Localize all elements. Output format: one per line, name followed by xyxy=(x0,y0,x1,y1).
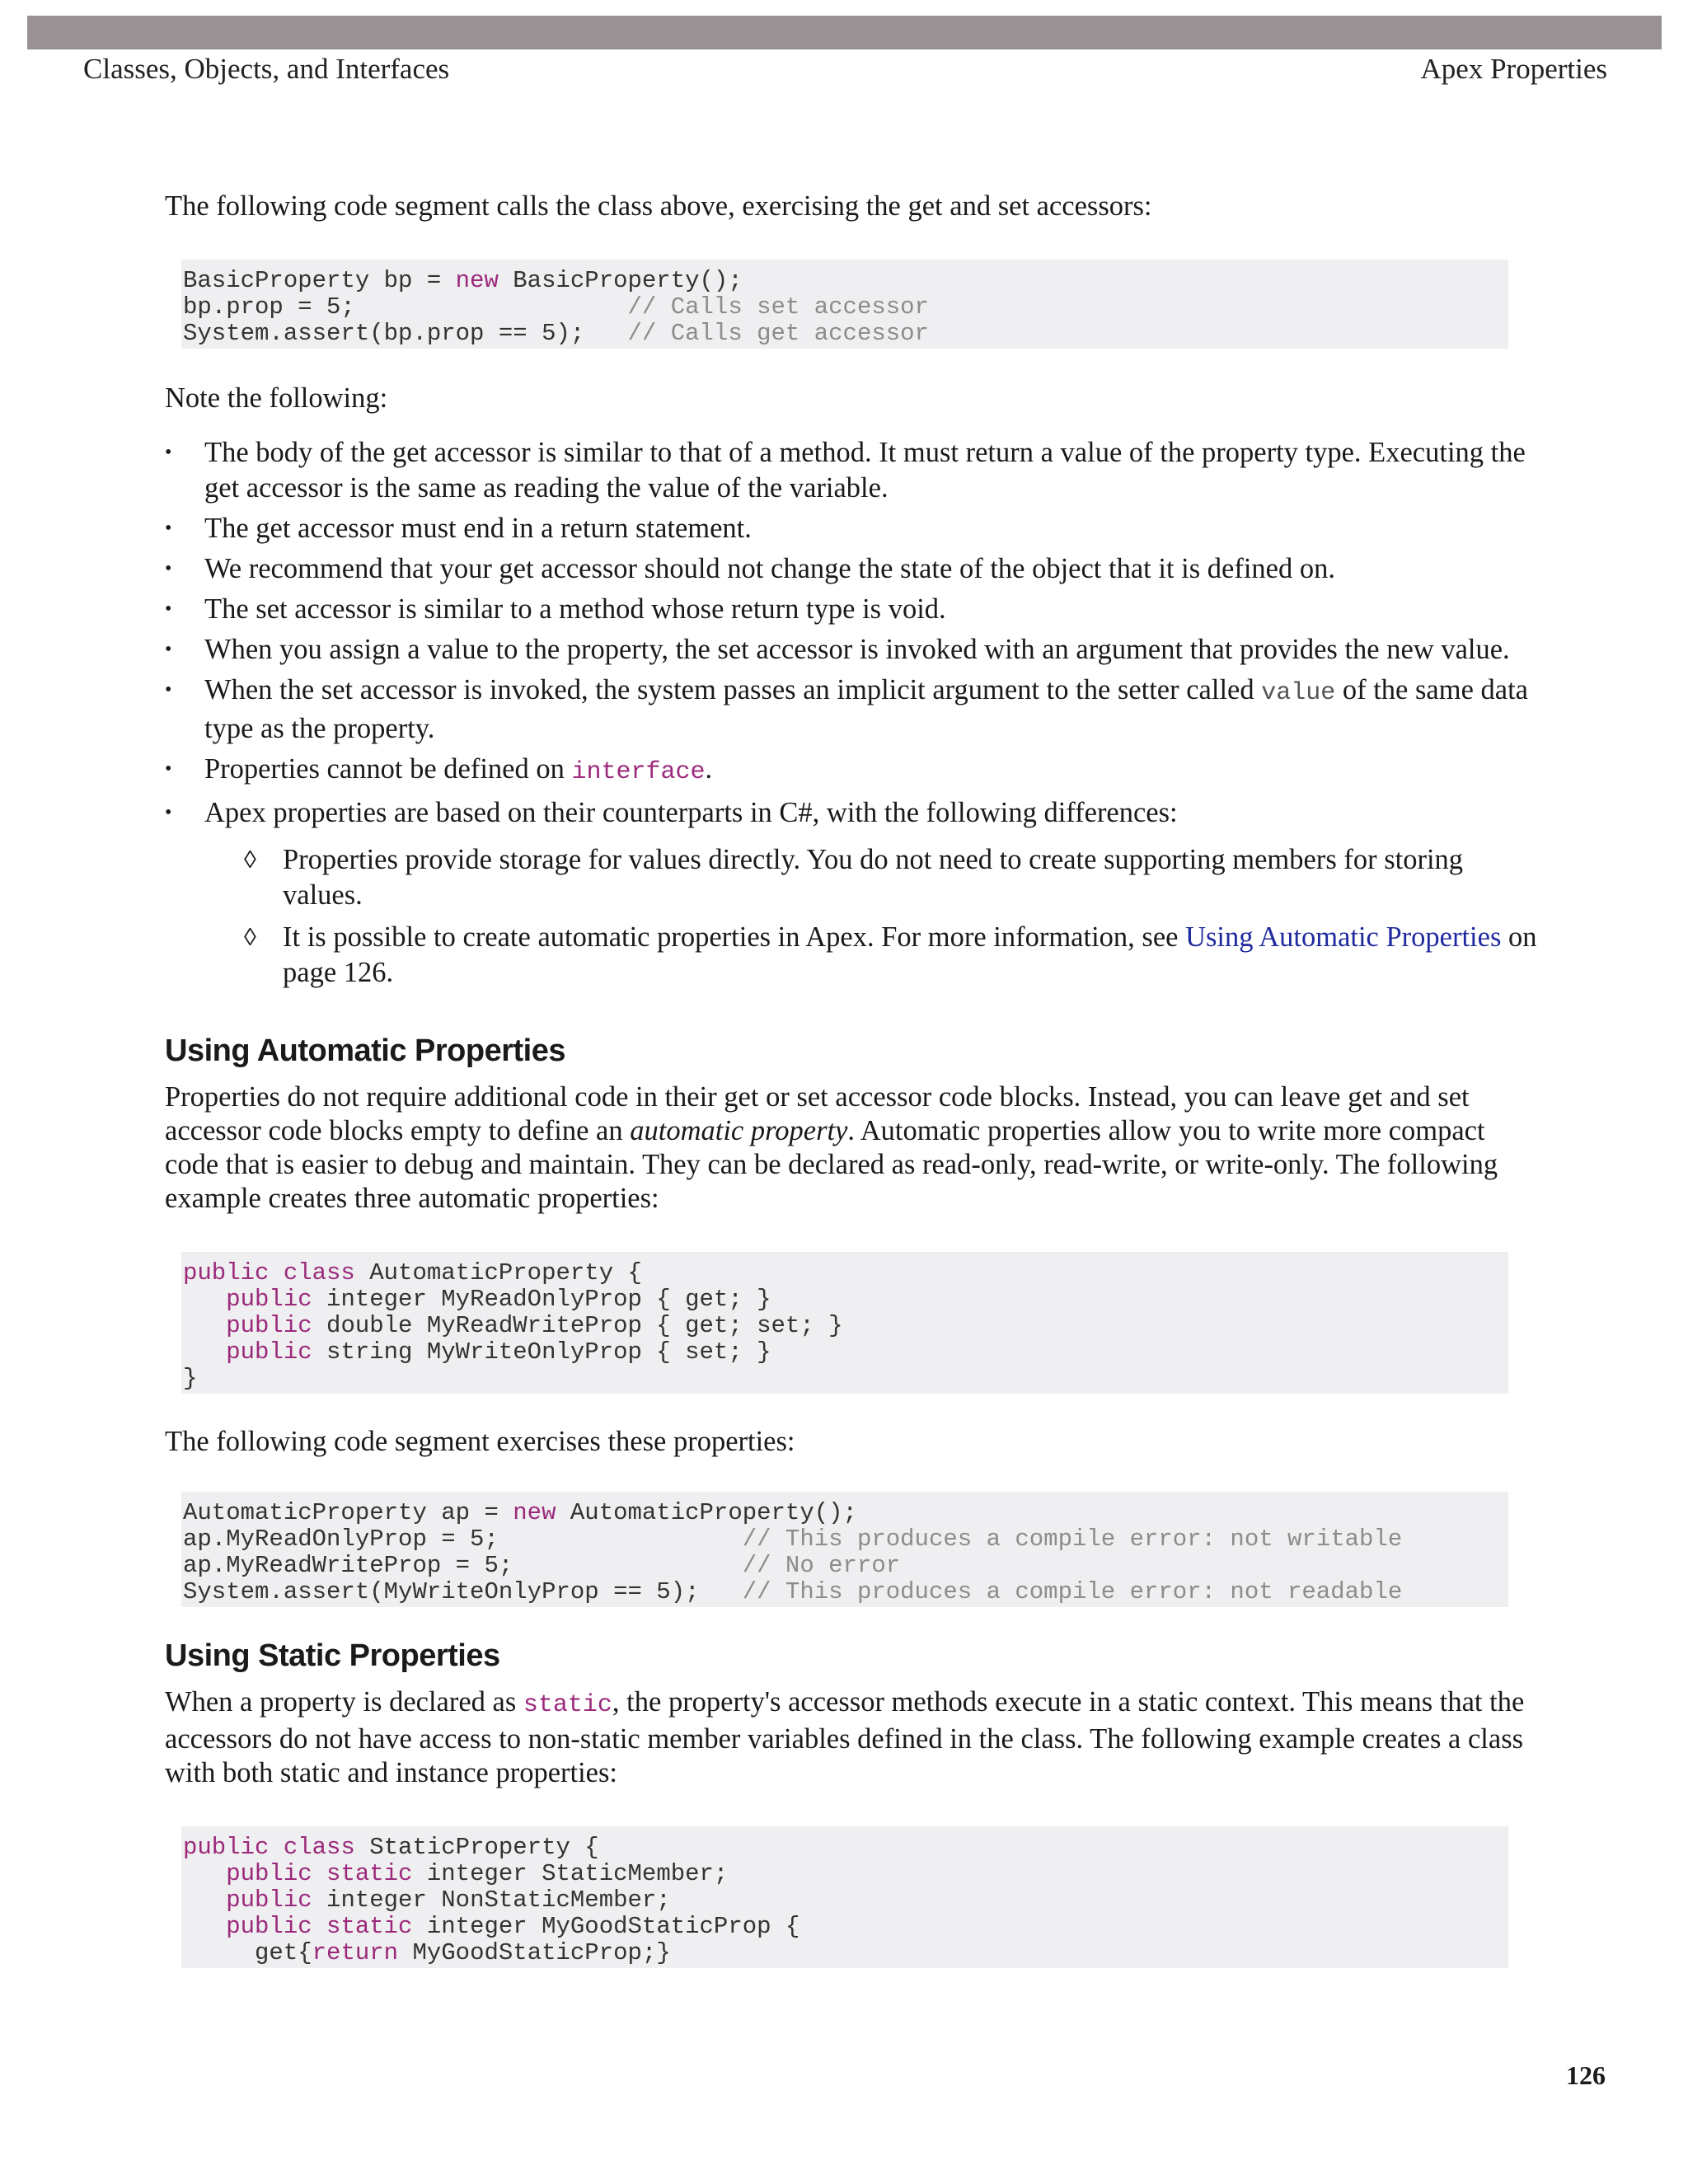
diamond-icon: ◊ xyxy=(244,924,256,951)
code-block-exercise: AutomaticProperty ap = new AutomaticProperty(); ap.MyReadOnlyProp = 5; // This produces a compile error: not writable ap.MyReadWriteProp = 5; // No error System.assert(MyWriteOnlyProp == 5); // This produces a compile error: not readable xyxy=(181,1492,1508,1607)
automatic-properties-paragraph: Properties do not require additional code in their get or set accessor code blocks. Instead, you can leave get and set accessor code blocks empty to define an automatic property. Automatic properties allow you to write more compact code that is easier to debug and maintain. They can be declared as read-only, read-write, or write-only. The following example creates three automatic properties: xyxy=(165,1081,1498,1214)
list-item: • The body of the get accessor is similar to that of a method. It must return a value of the property type. Executing the get accessor is the same as reading the value of the variable. xyxy=(165,437,1526,504)
code-block-automatic-property: public class AutomaticProperty { public integer MyReadOnlyProp { get; } public double MyReadWriteProp { get; set; } public string MyWriteOnlyProp { set; } } xyxy=(181,1252,1508,1394)
chapter-title: Classes, Objects, and Interfaces xyxy=(83,53,450,85)
section-title: Apex Properties xyxy=(1420,53,1607,85)
static-properties-paragraph: When a property is declared as static, the property's accessor methods execute in a static context. This means that the accessors do not have access to non-static member variables defined in the class. The following example creates a class with both static and instance properties: xyxy=(165,1686,1525,1788)
sub-list-item: ◊ It is possible to create automatic properties in Apex. For more information, see Using Automatic Properties on page 126. xyxy=(244,921,1537,988)
note-heading: Note the following: xyxy=(165,382,388,414)
page-number: 126 xyxy=(1566,2060,1606,2090)
list-item: • Apex properties are based on their counterparts in C#, with the following differences: ◊ Properties provide storage for values directly. You do not need to create supporting members for storing values. ◊ It is possible to create automatic properties in Apex. For more information, see Using Automatic Properties on page 126. xyxy=(165,795,1541,991)
automatic-properties-link[interactable]: Using Automatic Properties xyxy=(1185,921,1502,953)
list-item: • The get accessor must end in a return statement. xyxy=(165,513,752,544)
diamond-icon: ◊ xyxy=(244,846,256,874)
list-item: • The set accessor is similar to a method whose return type is void. xyxy=(165,593,946,625)
inline-code-static: static xyxy=(523,1691,612,1719)
exercise-paragraph: The following code segment exercises these properties: xyxy=(165,1426,795,1457)
page-content xyxy=(165,190,1541,1968)
list-item: • Properties cannot be defined on interface. xyxy=(165,753,713,786)
list-item: • We recommend that your get accessor should not change the state of the object that it is defined on. xyxy=(165,553,1335,584)
inline-code-interface: interface xyxy=(571,758,706,786)
code-block-basic-property: BasicProperty bp = new BasicProperty(); bp.prop = 5; // Calls set accessor System.assert(bp.prop == 5); // Calls get accessor xyxy=(181,260,1508,349)
heading-static-properties: Using Static Properties xyxy=(165,1638,500,1673)
heading-automatic-properties: Using Automatic Properties xyxy=(165,1033,566,1068)
header-bar xyxy=(27,16,1662,49)
code-block-static-property: public class StaticProperty { public static integer StaticMember; public integer NonStaticMember; public static integer MyGoodStaticProp { get{return MyGoodStaticProp;} xyxy=(181,1826,1508,1968)
list-item: • When you assign a value to the property, the set accessor is invoked with an argument that provides the new value. xyxy=(165,634,1510,665)
sub-list-item: ◊ Properties provide storage for values directly. You do not need to create supporting members for storing values. xyxy=(244,844,1464,911)
differences-list xyxy=(204,842,1541,991)
list-item: • When the set accessor is invoked, the system passes an implicit argument to the setter called value of the same data type as the property. xyxy=(165,674,1528,744)
inline-code-value: value xyxy=(1261,679,1336,707)
intro-paragraph: The following code segment calls the class above, exercising the get and set accessors: xyxy=(165,190,1152,222)
notes-list xyxy=(165,435,1541,991)
